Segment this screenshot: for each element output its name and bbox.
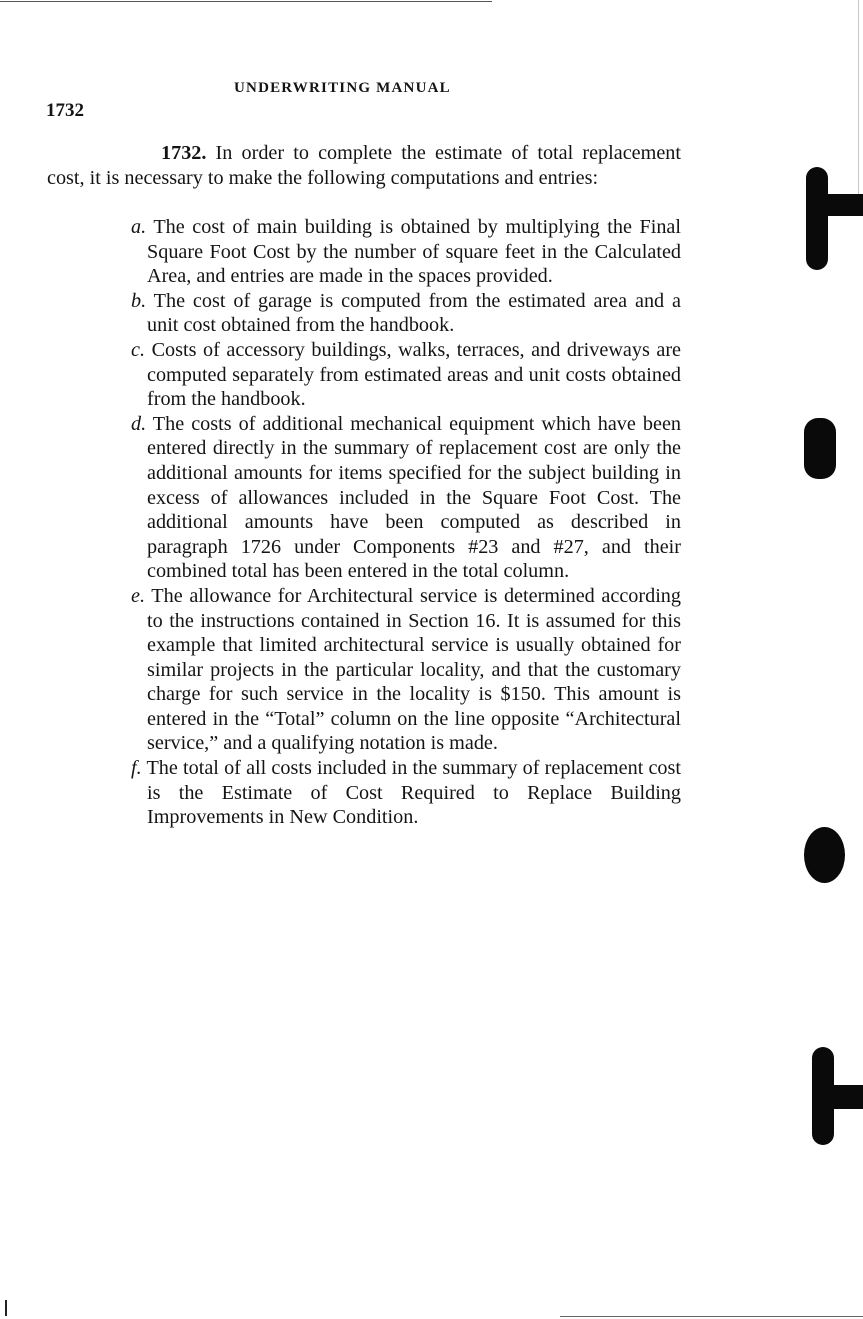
list-item-d [108, 412, 681, 584]
item-text-d: The costs of additional mechanical equipment which have been entered directly in the summary of replacement cost are only the additional amounts for items specified for the subject building in excess of allowances included in the Square Foot Cost. The additional amounts have been computed as described in paragraph 1726 under Components #23 and #27, and their combined total has been entered in the total column. [146, 412, 681, 583]
running-header-title: UNDERWRITING MANUAL [234, 80, 451, 96]
binding-tab-mark [806, 167, 828, 270]
item-letter-a: a. [131, 216, 147, 238]
right-edge-rule [858, 0, 859, 200]
binding-tab-mark [820, 194, 863, 216]
item-text-f: The total of all costs included in the summary of replacement cost is the Estimate of Cost Required to Replace Building Improvements in New Condition. [141, 757, 681, 829]
item-letter-b: b. [131, 289, 147, 312]
item-letter-c: c. [131, 338, 146, 361]
binding-tab-mark [826, 1085, 863, 1109]
computation-list [108, 215, 681, 830]
page-number: 1732 [46, 100, 84, 121]
binding-tab-mark [804, 827, 845, 883]
item-text-b: The cost of garage is computed from the estimated area and a unit cost obtained from the handbook. [146, 289, 681, 337]
top-scan-rule [0, 1, 492, 2]
list-item-e [108, 584, 681, 756]
intro-paragraph [47, 141, 681, 190]
item-text-a: The cost of main building is obtained by multiplying the Final Square Foot Cost by the number of square feet in the Calculated Area, and entries are made in the spaces provided. [146, 216, 681, 288]
list-item-a [108, 215, 681, 289]
item-text-e: The allowance for Architectural service is determined according to the instructions contained in Section 16. It is assumed for this example that limited architectural service is usually obtained for similar projects in the particular locality, and that the customary charge for such service in the locality is $150. This amount is entered in the “Total” column on the line opposite “Architectural service,” and a qualifying notation is made. [145, 584, 681, 755]
paragraph-number: 1732. [161, 142, 207, 164]
corner-scan-mark [5, 1300, 7, 1316]
list-item-f [108, 756, 681, 830]
item-letter-d: d. [131, 412, 147, 435]
item-letter-e: e. [131, 584, 146, 607]
binding-tab-mark [804, 418, 836, 479]
list-item-b [108, 289, 681, 338]
item-letter-f: f. [131, 757, 142, 780]
bottom-scan-rule [560, 1316, 863, 1317]
list-item-c [108, 338, 681, 412]
item-text-c: Costs of accessory buildings, walks, terraces, and driveways are computed separately from estimated areas and unit costs obtained from the handbook. [145, 338, 681, 411]
intro-text: In order to complete the estimate of total replacement cost, it is necessary to make the following computations and entries: [47, 142, 681, 189]
